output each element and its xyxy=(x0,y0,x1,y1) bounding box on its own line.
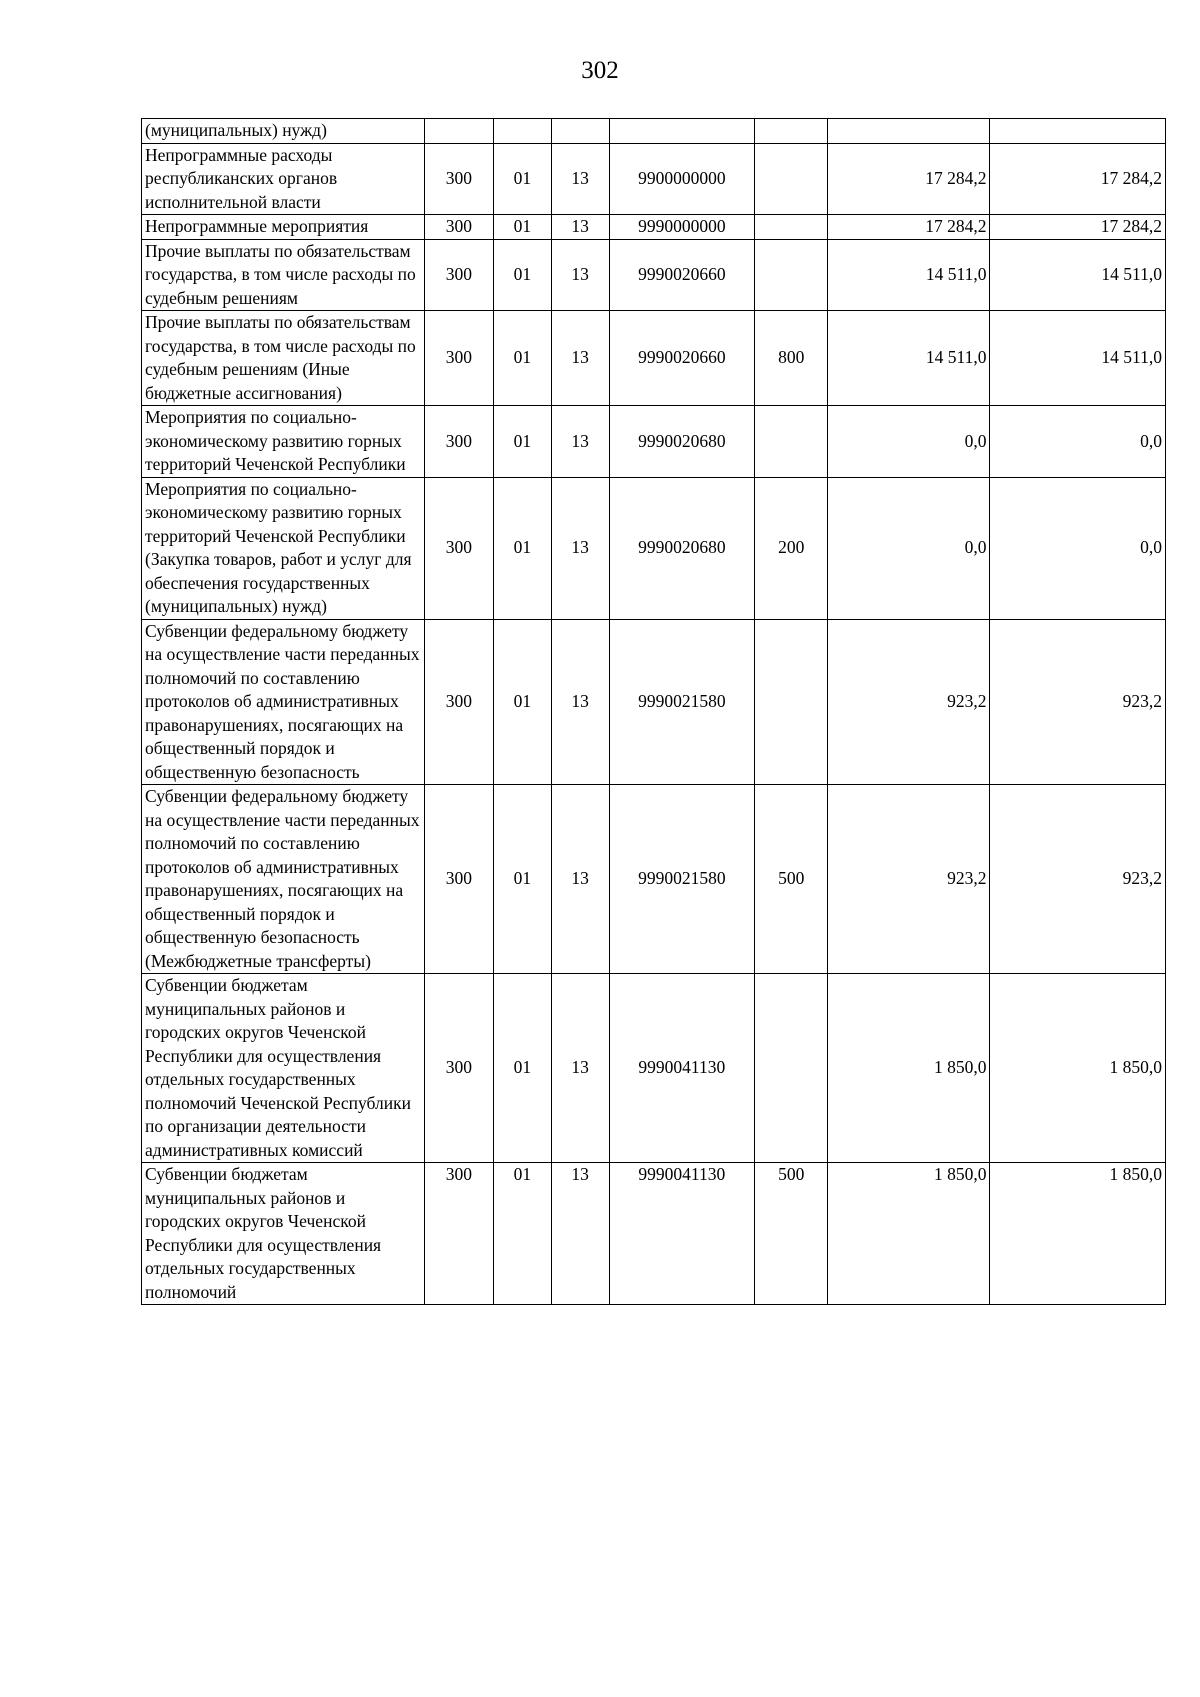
cell-subsection-code: 13 xyxy=(551,619,609,785)
cell-ministry-code: 300 xyxy=(424,239,493,311)
cell-ministry-code: 300 xyxy=(424,477,493,619)
cell-amount-2: 923,2 xyxy=(990,619,1166,785)
cell-target-article: 9990020680 xyxy=(609,477,755,619)
cell-target-article: 9990020660 xyxy=(609,311,755,406)
cell-ministry-code: 300 xyxy=(424,1163,493,1305)
table-row xyxy=(142,974,1166,1163)
cell-target-article: 9990021580 xyxy=(609,785,755,974)
table-row xyxy=(142,215,1166,240)
cell-expense-type xyxy=(755,215,828,240)
cell-amount-1: 0,0 xyxy=(828,477,990,619)
cell-name: Субвенции федеральному бюджету на осуществление части переданных полномочий по составлению протоколов об административных правонарушениях, посягающих на общественный порядок и общественную безопасность xyxy=(142,619,425,785)
cell-target-article: 9990020680 xyxy=(609,406,755,478)
table-row xyxy=(142,143,1166,215)
cell-target-article: 9990041130 xyxy=(609,1163,755,1305)
cell-target-article xyxy=(609,119,755,144)
cell-section-code: 01 xyxy=(493,974,551,1163)
cell-section-code xyxy=(493,119,551,144)
cell-expense-type xyxy=(755,406,828,478)
cell-section-code: 01 xyxy=(493,619,551,785)
cell-target-article: 9990021580 xyxy=(609,619,755,785)
cell-expense-type xyxy=(755,974,828,1163)
cell-section-code: 01 xyxy=(493,477,551,619)
cell-ministry-code: 300 xyxy=(424,143,493,215)
table-row xyxy=(142,239,1166,311)
cell-expense-type xyxy=(755,119,828,144)
cell-amount-2: 1 850,0 xyxy=(990,974,1166,1163)
cell-subsection-code: 13 xyxy=(551,785,609,974)
table-row xyxy=(142,477,1166,619)
budget-table xyxy=(141,118,1166,1305)
cell-ministry-code: 300 xyxy=(424,619,493,785)
cell-amount-1: 1 850,0 xyxy=(828,974,990,1163)
table-row xyxy=(142,785,1166,974)
cell-expense-type: 500 xyxy=(755,1163,828,1305)
cell-amount-2 xyxy=(990,119,1166,144)
cell-section-code: 01 xyxy=(493,143,551,215)
cell-amount-2: 17 284,2 xyxy=(990,215,1166,240)
cell-target-article: 9900000000 xyxy=(609,143,755,215)
cell-amount-1: 14 511,0 xyxy=(828,239,990,311)
table-row xyxy=(142,619,1166,785)
cell-subsection-code: 13 xyxy=(551,974,609,1163)
cell-amount-2: 0,0 xyxy=(990,477,1166,619)
cell-ministry-code: 300 xyxy=(424,215,493,240)
cell-subsection-code: 13 xyxy=(551,239,609,311)
cell-ministry-code: 300 xyxy=(424,974,493,1163)
cell-name: Субвенции федеральному бюджету на осуществление части переданных полномочий по составлению протоколов об административных правонарушениях, посягающих на общественный порядок и общественную безопасность (Межбюджетные трансферты) xyxy=(142,785,425,974)
cell-amount-2: 17 284,2 xyxy=(990,143,1166,215)
cell-expense-type xyxy=(755,619,828,785)
table-row xyxy=(142,406,1166,478)
cell-amount-1: 1 850,0 xyxy=(828,1163,990,1305)
cell-subsection-code: 13 xyxy=(551,477,609,619)
cell-amount-1: 17 284,2 xyxy=(828,215,990,240)
table-row xyxy=(142,119,1166,144)
cell-amount-1: 17 284,2 xyxy=(828,143,990,215)
cell-name: Прочие выплаты по обязательствам государства, в том числе расходы по судебным решениям xyxy=(142,239,425,311)
cell-expense-type xyxy=(755,239,828,311)
cell-amount-2: 14 511,0 xyxy=(990,311,1166,406)
cell-subsection-code: 13 xyxy=(551,143,609,215)
table-row xyxy=(142,1163,1166,1305)
cell-section-code: 01 xyxy=(493,1163,551,1305)
cell-name: Прочие выплаты по обязательствам государства, в том числе расходы по судебным решениям (Иные бюджетные ассигнования) xyxy=(142,311,425,406)
cell-amount-2: 923,2 xyxy=(990,785,1166,974)
cell-section-code: 01 xyxy=(493,406,551,478)
cell-name: Мероприятия по социально-экономическому развитию горных территорий Чеченской Республики xyxy=(142,406,425,478)
cell-subsection-code xyxy=(551,119,609,144)
cell-amount-2: 0,0 xyxy=(990,406,1166,478)
cell-amount-1: 923,2 xyxy=(828,785,990,974)
cell-amount-2: 14 511,0 xyxy=(990,239,1166,311)
cell-expense-type xyxy=(755,143,828,215)
cell-expense-type: 200 xyxy=(755,477,828,619)
cell-amount-1: 923,2 xyxy=(828,619,990,785)
cell-expense-type: 500 xyxy=(755,785,828,974)
table-row xyxy=(142,311,1166,406)
cell-section-code: 01 xyxy=(493,215,551,240)
cell-subsection-code: 13 xyxy=(551,406,609,478)
cell-amount-1: 14 511,0 xyxy=(828,311,990,406)
cell-section-code: 01 xyxy=(493,239,551,311)
cell-name: Субвенции бюджетам муниципальных районов и городских округов Чеченской Республики для осуществления отдельных государственных полномочий Чеченской Республики по организации деятельности административных комиссий xyxy=(142,974,425,1163)
cell-expense-type: 800 xyxy=(755,311,828,406)
cell-target-article: 9990020660 xyxy=(609,239,755,311)
cell-name: (муниципальных) нужд) xyxy=(142,119,425,144)
cell-subsection-code: 13 xyxy=(551,311,609,406)
cell-name: Непрограммные мероприятия xyxy=(142,215,425,240)
cell-ministry-code xyxy=(424,119,493,144)
cell-section-code: 01 xyxy=(493,785,551,974)
table-body xyxy=(142,119,1166,1305)
cell-subsection-code: 13 xyxy=(551,215,609,240)
cell-amount-2: 1 850,0 xyxy=(990,1163,1166,1305)
cell-subsection-code: 13 xyxy=(551,1163,609,1305)
cell-amount-1 xyxy=(828,119,990,144)
cell-name: Мероприятия по социально-экономическому развитию горных территорий Чеченской Республики (Закупка товаров, работ и услуг для обеспечения государственных (муниципальных) нужд) xyxy=(142,477,425,619)
cell-ministry-code: 300 xyxy=(424,311,493,406)
cell-section-code: 01 xyxy=(493,311,551,406)
cell-name: Непрограммные расходы республиканских органов исполнительной власти xyxy=(142,143,425,215)
cell-amount-1: 0,0 xyxy=(828,406,990,478)
cell-target-article: 9990000000 xyxy=(609,215,755,240)
page-number: 302 xyxy=(581,57,619,84)
cell-target-article: 9990041130 xyxy=(609,974,755,1163)
cell-name: Субвенции бюджетам муниципальных районов и городских округов Чеченской Республики для осуществления отдельных государственных полномочий xyxy=(142,1163,425,1305)
cell-ministry-code: 300 xyxy=(424,785,493,974)
cell-ministry-code: 300 xyxy=(424,406,493,478)
